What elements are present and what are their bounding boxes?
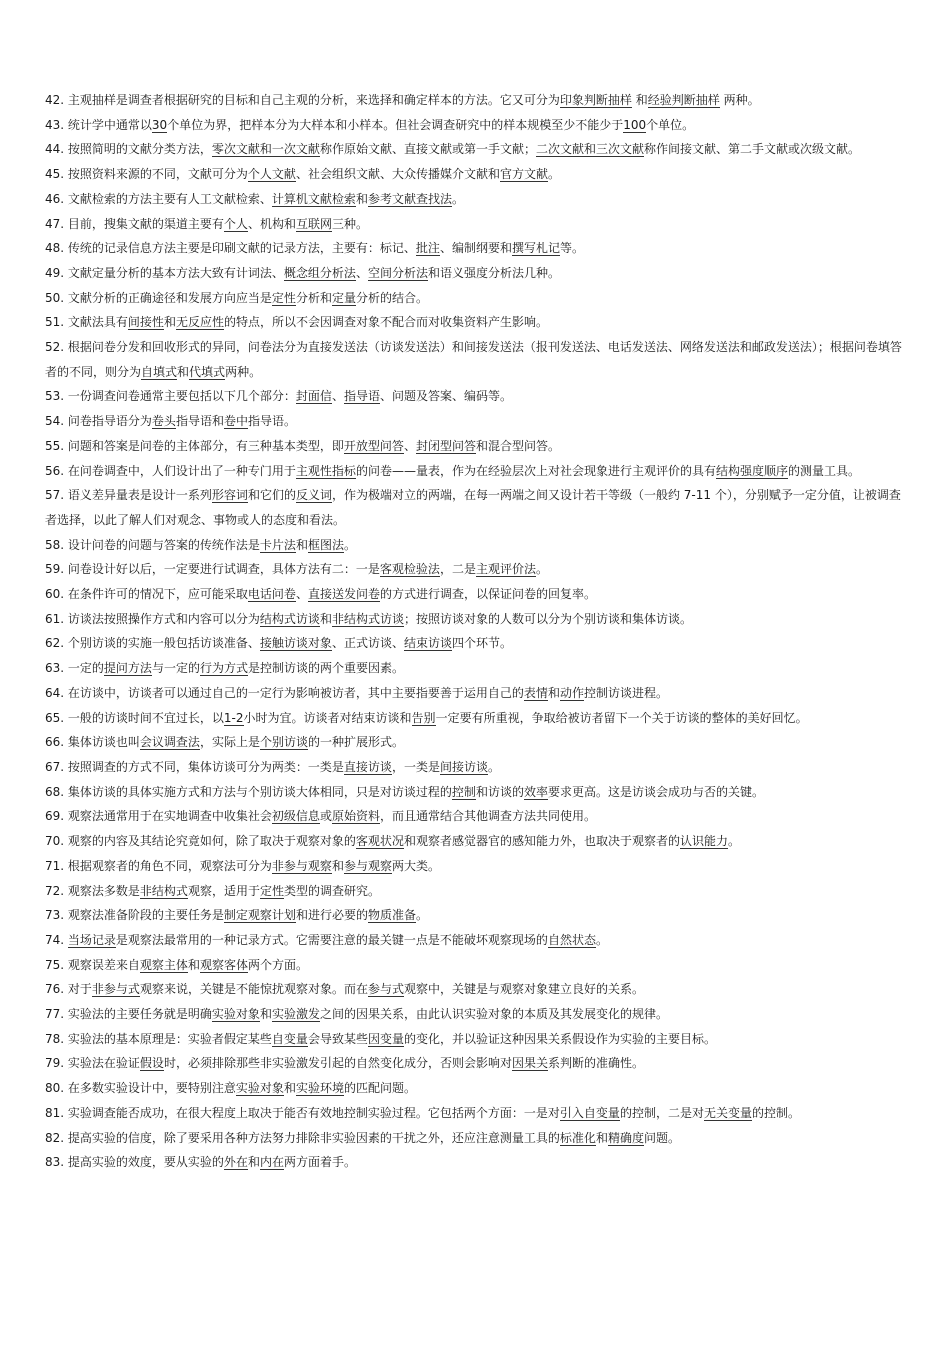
answer-blank: 控制 xyxy=(451,784,476,799)
question-text: 和 xyxy=(259,1007,272,1022)
question-text: 问题和答案是问卷的主体部分，有三种基本类型，即 xyxy=(67,438,344,453)
question-text: 统计学中通常以 xyxy=(67,117,152,132)
question-item xyxy=(45,854,907,879)
question-text: ，而且通常结合其他调查方法共同使用。 xyxy=(379,809,596,824)
answer-blank: 观察主体 xyxy=(139,957,188,972)
question-text: 与一定的 xyxy=(151,661,200,676)
answer-blank: 定性 xyxy=(271,290,296,305)
question-text: ，作为极端对立的两端，在每一两端之间又设计若干等级（一般约 7-11 个），分别赋予一定分值，让被调查者选择，以此了解人们对观念、事物或人的态度和看法。 xyxy=(45,488,901,527)
question-item xyxy=(45,1051,907,1076)
question-text: 传统的记录信息方法主要是印刷文献的记录方法，主要有：标记、 xyxy=(67,241,416,256)
answer-blank: 封闭型问答 xyxy=(415,438,476,453)
question-text: 目前，搜集文献的渠道主要有 xyxy=(67,216,224,231)
question-item xyxy=(45,212,907,237)
answer-blank: 1-2 xyxy=(223,710,244,725)
question-item xyxy=(45,755,907,780)
question-text: 和 xyxy=(187,957,200,972)
answer-blank: 因果关 xyxy=(511,1056,548,1071)
question-text: 四个环节。 xyxy=(451,636,512,651)
answer-blank: 制定观察计划 xyxy=(223,908,296,923)
question-text: 一定要有所重视，争取给被访者留下一个关于访谈的整体的美好回忆。 xyxy=(435,710,808,725)
question-item xyxy=(45,928,907,953)
question-text: 对于 xyxy=(67,982,92,997)
answer-blank: 零次文献和一次文献 xyxy=(211,142,320,157)
question-item xyxy=(45,706,907,731)
question-text: 三种。 xyxy=(331,216,368,231)
question-text: 。 xyxy=(535,562,548,577)
answer-blank: 互联网 xyxy=(295,216,332,231)
question-number: 52. xyxy=(45,340,68,355)
question-text: 分析和 xyxy=(295,290,332,305)
question-text: 时，必须排除那些非实验激发引起的自然变化成分，否则会影响对 xyxy=(163,1056,512,1071)
question-text: 一定的 xyxy=(67,661,104,676)
answer-blank: 行为方式 xyxy=(199,661,248,676)
question-text: 、机构和 xyxy=(247,216,296,231)
question-text: 和 xyxy=(177,364,190,379)
question-text: 。 xyxy=(415,908,428,923)
question-text: 在多数实验设计中，要特别注意 xyxy=(67,1081,236,1096)
question-text: 等。 xyxy=(559,241,584,256)
answer-blank: 概念组分析法 xyxy=(283,265,356,280)
answer-blank: 告别 xyxy=(411,710,436,725)
question-text: 会导致某些 xyxy=(307,1031,368,1046)
answer-blank: 标准化 xyxy=(559,1130,596,1145)
question-text: 和访谈的 xyxy=(475,784,524,799)
question-text: 观察的内容及其结论究竟如何，除了取决于观察对象的 xyxy=(67,834,356,849)
question-text: 按照简明的文献分类方法， xyxy=(67,142,212,157)
question-text: 和 xyxy=(631,93,648,107)
question-number: 80. xyxy=(45,1081,68,1096)
answer-blank: 直接送发问卷 xyxy=(307,587,380,602)
answer-blank: 非参与观察 xyxy=(271,858,332,873)
question-text: 观察中，关键是与观察对象建立良好的关系。 xyxy=(403,982,644,997)
answer-blank: 动作 xyxy=(559,685,584,700)
answer-blank: 自然状态 xyxy=(547,932,596,947)
answer-blank: 当场记录 xyxy=(67,932,116,947)
question-text: 两方面着手。 xyxy=(283,1155,356,1170)
question-item xyxy=(45,1126,907,1151)
answer-blank: 实验对象 xyxy=(211,1007,260,1022)
question-item xyxy=(45,656,907,681)
answer-blank: 卷头 xyxy=(151,414,176,429)
answer-blank: 印象判断抽样 xyxy=(559,93,632,107)
question-text: ，二是 xyxy=(439,562,476,577)
answer-blank: 指导语 xyxy=(343,389,380,404)
question-text: 问题。 xyxy=(643,1130,680,1145)
question-text: 和混合型问答。 xyxy=(475,438,560,453)
question-text: 和 xyxy=(547,685,560,700)
question-number: 81. xyxy=(45,1105,68,1120)
question-text: 在问卷调查中，人们设计出了一种专门用于 xyxy=(67,463,296,478)
question-number: 70. xyxy=(45,834,68,849)
question-number: 51. xyxy=(45,315,68,330)
question-text: 的控制，二是对 xyxy=(619,1105,704,1120)
question-number: 68. xyxy=(45,784,68,799)
question-item xyxy=(45,804,907,829)
question-text: 个单位为界，把样本分为大样本和小样本。但社会调查研究中的样本规模至少不能少于 xyxy=(167,117,624,132)
question-text: 、 xyxy=(403,438,416,453)
question-item xyxy=(45,1027,907,1052)
question-number: 44. xyxy=(45,142,68,157)
question-item xyxy=(45,829,907,854)
question-item xyxy=(45,236,907,261)
question-text: 、 xyxy=(331,389,344,404)
question-item xyxy=(45,1076,907,1101)
question-text: 或 xyxy=(319,809,332,824)
answer-blank: 表情 xyxy=(523,685,548,700)
question-text: 要求更高。这是访谈会成功与否的关键。 xyxy=(547,784,764,799)
question-item xyxy=(45,780,907,805)
answer-blank: 个别访谈 xyxy=(259,735,308,750)
answer-blank: 经验判断抽样 xyxy=(647,93,720,107)
question-item xyxy=(45,162,907,187)
question-text: 、问题及答案、编码等。 xyxy=(379,389,512,404)
answer-blank: 主观性指标 xyxy=(295,463,356,478)
question-text: 。 xyxy=(451,191,464,206)
question-item xyxy=(45,730,907,755)
question-text: 实验法的主要任务就是明确 xyxy=(67,1007,212,1022)
question-item xyxy=(45,335,907,384)
question-text: 类型的调查研究。 xyxy=(283,883,380,898)
answer-blank: 结束访谈 xyxy=(403,636,452,651)
answer-blank: 间接访谈 xyxy=(439,759,488,774)
question-text: 和它们的 xyxy=(247,488,296,503)
answer-blank: 会议调查法 xyxy=(139,735,200,750)
question-text: 。 xyxy=(595,932,608,947)
answer-blank: 30 xyxy=(151,117,168,132)
answer-blank: 结构强度 xyxy=(715,463,764,478)
question-number: 77. xyxy=(45,1007,68,1022)
question-text: 、编制纲要和 xyxy=(439,241,512,256)
answer-blank: 假设 xyxy=(139,1056,164,1071)
answer-blank: 效率 xyxy=(523,784,548,799)
answer-blank: 参与观察 xyxy=(343,858,392,873)
answer-blank: 客观检验法 xyxy=(379,562,440,577)
question-number: 67. xyxy=(45,759,68,774)
question-text: 称作原始文献、直接文献或第一手文献； xyxy=(319,142,536,157)
question-number: 71. xyxy=(45,858,68,873)
question-text: 根据问卷分发和回收形式的异同，问卷法分为直接发送法（访谈发送法）和间接发送法（报刊发送法、电话发送法、网络发送法和邮政发送法）；根据问卷填答者的不同，则分为 xyxy=(45,340,902,379)
question-text: 文献检索的方法主要有人工文献检索、 xyxy=(67,191,272,206)
question-text: 主观抽样是调查者根据研究的目标和自己主观的分析，来选择和确定样本的方法。它又可分为 xyxy=(67,93,560,107)
question-number: 53. xyxy=(45,389,68,404)
question-text: 和 xyxy=(319,611,332,626)
question-text: 和进行必要的 xyxy=(295,908,368,923)
answer-blank: 间接性 xyxy=(127,315,164,330)
question-number: 56. xyxy=(45,463,68,478)
answer-blank: 认识能力 xyxy=(679,834,728,849)
question-text: 的方式进行调查，以保证问卷的回复率。 xyxy=(379,587,596,602)
answer-blank: 外在 xyxy=(223,1155,248,1170)
question-number: 43. xyxy=(45,117,68,132)
answer-blank: 个人文献 xyxy=(247,167,296,182)
question-text: 是观察法最常用的一种记录方式。它需要注意的最关键一点是不能破坏观察现场的 xyxy=(115,932,548,947)
question-text: 按照调查的方式不同，集体访谈可分为两类：一类是 xyxy=(67,759,344,774)
question-text: 、 xyxy=(295,587,308,602)
answer-blank: 精确度 xyxy=(607,1130,644,1145)
answer-blank: 自变量 xyxy=(271,1031,308,1046)
question-text: 小时为宜。访谈者对结束访谈和 xyxy=(243,710,412,725)
question-text: 分析的结合。 xyxy=(355,290,428,305)
answer-blank: 反义词 xyxy=(295,488,332,503)
question-text: 称作间接文献、第二手文献或次级文献。 xyxy=(643,142,860,157)
question-item xyxy=(45,1101,907,1126)
question-number: 50. xyxy=(45,290,68,305)
question-text: 在访谈中，访谈者可以通过自己的一定行为影响被访者，其中主要指要善于运用自己的 xyxy=(67,685,524,700)
question-text: 指导语。 xyxy=(247,414,296,429)
answer-blank: 顺序 xyxy=(763,463,788,478)
answer-blank: 封面信 xyxy=(295,389,332,404)
question-number: 55. xyxy=(45,438,68,453)
answer-blank: 无反应性 xyxy=(175,315,224,330)
question-text: 一般的访谈时间不宜过长，以 xyxy=(67,710,224,725)
question-item xyxy=(45,137,907,162)
question-text: 个单位。 xyxy=(646,117,695,132)
question-text: 指导语和 xyxy=(175,414,224,429)
question-item xyxy=(45,483,907,532)
answer-blank: 框图法 xyxy=(307,537,344,552)
answer-blank: 批注 xyxy=(415,241,440,256)
answer-blank: 自填式 xyxy=(141,364,178,379)
question-text: 实验调查能否成功，在很大程度上取决于能否有效地控制实验过程。它包括两个方面：一是对 xyxy=(67,1105,560,1120)
question-text: 访谈法按照操作方式和内容可以分为 xyxy=(67,611,260,626)
question-text: 是控制访谈的两个重要因素。 xyxy=(247,661,404,676)
question-number: 49. xyxy=(45,265,68,280)
answer-blank: 定性 xyxy=(259,883,284,898)
answer-blank: 撰写札记 xyxy=(511,241,560,256)
answer-blank: 形容词 xyxy=(211,488,248,503)
question-number: 45. xyxy=(45,167,68,182)
question-item xyxy=(45,261,907,286)
answer-blank: 100 xyxy=(623,117,647,132)
question-text: 之间的因果关系，由此认识实验对象的本质及其发展变化的规律。 xyxy=(319,1007,668,1022)
question-text: 文献定量分析的基本方法大致有计词法、 xyxy=(67,265,284,280)
question-text: 的特点，所以不会因调查对象不配合而对收集资料产生影响。 xyxy=(223,315,548,330)
question-text: 和 xyxy=(355,191,368,206)
answer-blank: 观察客体 xyxy=(199,957,248,972)
question-number: 62. xyxy=(45,636,68,651)
question-text: 观察，适用于 xyxy=(187,883,260,898)
question-number: 82. xyxy=(45,1130,68,1145)
question-text: 和 xyxy=(595,1130,608,1145)
question-item xyxy=(45,533,907,558)
answer-blank: 空间分析法 xyxy=(367,265,428,280)
question-item xyxy=(45,113,907,138)
question-number: 79. xyxy=(45,1056,68,1071)
question-item xyxy=(45,1002,907,1027)
answer-blank: 物质准备 xyxy=(367,908,416,923)
question-number: 65. xyxy=(45,710,68,725)
question-number: 57. xyxy=(45,488,68,503)
question-item xyxy=(45,607,907,632)
question-text: 两种。 xyxy=(225,364,262,379)
answer-blank: 提问方法 xyxy=(103,661,152,676)
question-text: 文献分析的正确途径和发展方向应当是 xyxy=(67,290,272,305)
question-number: 63. xyxy=(45,661,68,676)
question-item xyxy=(45,977,907,1002)
question-text: 和 xyxy=(247,1155,260,1170)
question-text: 提高实验的效度，要从实验的 xyxy=(67,1155,224,1170)
question-text: 观察法多数是 xyxy=(67,883,140,898)
question-item xyxy=(45,1150,907,1175)
question-text: 设计问卷的问题与答案的传统作法是 xyxy=(67,537,260,552)
answer-blank: 非参与式 xyxy=(91,982,140,997)
question-number: 73. xyxy=(45,908,68,923)
answer-blank: 二次文献和三次文献 xyxy=(535,142,644,157)
question-text: 的测量工具。 xyxy=(787,463,860,478)
question-text: 观察法通常用于在实地调查中收集社会 xyxy=(67,809,272,824)
question-text: 。 xyxy=(547,167,560,182)
answer-blank: 内在 xyxy=(259,1155,284,1170)
question-number: 59. xyxy=(45,562,68,577)
answer-blank: 非结构式访谈 xyxy=(331,611,404,626)
question-item xyxy=(45,582,907,607)
question-text: 。 xyxy=(727,834,740,849)
question-text: 集体访谈的具体实施方式和方法与个别访谈大体相同，只是对访谈过程的 xyxy=(67,784,452,799)
question-text: 的控制。 xyxy=(751,1105,800,1120)
question-item xyxy=(45,879,907,904)
answer-blank: 计算机文献检索 xyxy=(271,191,356,206)
question-number: 76. xyxy=(45,982,68,997)
question-text: 两个方面。 xyxy=(247,957,308,972)
answer-blank: 参考文献查找法 xyxy=(367,191,452,206)
question-number: 48. xyxy=(45,241,68,256)
question-number: 74. xyxy=(45,932,68,947)
question-number: 46. xyxy=(45,191,68,206)
question-text: 和观察者感觉器官的感知能力外，也取决于观察者的 xyxy=(403,834,680,849)
answer-blank: 结构式访谈 xyxy=(259,611,320,626)
answer-blank: 参与式 xyxy=(367,982,404,997)
question-number: 64. xyxy=(45,685,68,700)
answer-blank: 卡片法 xyxy=(259,537,296,552)
question-item xyxy=(45,953,907,978)
answer-blank: 接触访谈对象 xyxy=(259,636,332,651)
question-item xyxy=(45,286,907,311)
question-item xyxy=(45,903,907,928)
question-text: 和 xyxy=(163,315,176,330)
question-text: 文献法具有 xyxy=(67,315,128,330)
question-item xyxy=(45,459,907,484)
question-item xyxy=(45,384,907,409)
question-text: 系判断的准确性。 xyxy=(547,1056,644,1071)
question-list xyxy=(45,88,907,1175)
answer-blank: 非结构式 xyxy=(139,883,188,898)
answer-blank: 实验对象 xyxy=(235,1081,284,1096)
question-text: 、 xyxy=(355,265,368,280)
question-number: 72. xyxy=(45,883,68,898)
question-text: 的问卷——量表，作为在经验层次上对社会现象进行主观评价的具有 xyxy=(355,463,716,478)
question-text: 的变化，并以验证这种因果关系假设作为实验的主要目标。 xyxy=(403,1031,716,1046)
answer-blank: 原始资料 xyxy=(331,809,380,824)
answer-blank: 初级信息 xyxy=(271,809,320,824)
question-number: 61. xyxy=(45,611,68,626)
question-text: 。 xyxy=(343,537,356,552)
question-item xyxy=(45,681,907,706)
question-text: 和 xyxy=(331,858,344,873)
answer-blank: 实验环境 xyxy=(295,1081,344,1096)
answer-blank: 代填式 xyxy=(189,364,226,379)
question-text: ，实际上是 xyxy=(199,735,260,750)
question-number: 69. xyxy=(45,809,68,824)
question-text: 观察误差来自 xyxy=(67,957,140,972)
question-number: 47. xyxy=(45,216,68,231)
question-text: 一份调查问卷通常主要包括以下几个部分： xyxy=(67,389,296,404)
question-text: 观察来说，关键是不能惊扰观察对象。而在 xyxy=(139,982,368,997)
question-number: 60. xyxy=(45,587,68,602)
question-text: 实验法的基本原理是：实验者假定某些 xyxy=(67,1031,272,1046)
answer-blank: 引入自变量 xyxy=(559,1105,620,1120)
question-item xyxy=(45,557,907,582)
question-item xyxy=(45,631,907,656)
answer-blank: 实验激发 xyxy=(271,1007,320,1022)
question-text: 按照资料来源的不同，文献可分为 xyxy=(67,167,248,182)
question-text: 根据观察者的角色不同，观察法可分为 xyxy=(67,858,272,873)
question-number: 58. xyxy=(45,537,68,552)
question-text: ；按照访谈对象的人数可以分为个别访谈和集体访谈。 xyxy=(403,611,692,626)
question-text: 和 xyxy=(295,537,308,552)
answer-blank: 因变量 xyxy=(367,1031,404,1046)
answer-blank: 个人 xyxy=(223,216,248,231)
question-text: 语义差异量表是设计一系列 xyxy=(67,488,212,503)
question-text: 问卷指导语分为 xyxy=(67,414,152,429)
question-text: 、正式访谈、 xyxy=(331,636,404,651)
answer-blank: 卷中 xyxy=(223,414,248,429)
answer-blank: 直接访谈 xyxy=(343,759,392,774)
question-text: 问卷设计好以后，一定要进行试调查，具体方法有二：一是 xyxy=(67,562,380,577)
answer-blank: 开放型问答 xyxy=(343,438,404,453)
question-text: 两种。 xyxy=(719,93,760,107)
question-text: 和 xyxy=(283,1081,296,1096)
question-item xyxy=(45,409,907,434)
question-text: ，一类是 xyxy=(391,759,440,774)
question-number: 83. xyxy=(45,1155,68,1170)
question-text: 实验法在验证 xyxy=(67,1056,140,1071)
question-text: 的一种扩展形式。 xyxy=(307,735,404,750)
question-text: 。 xyxy=(487,759,500,774)
question-text: 控制访谈进程。 xyxy=(583,685,668,700)
question-number: 78. xyxy=(45,1031,68,1046)
question-text: 在条件许可的情况下，应可能采取 xyxy=(67,587,248,602)
question-text: 和语义强度分析法几种。 xyxy=(427,265,560,280)
question-item xyxy=(45,434,907,459)
question-text: 的匹配问题。 xyxy=(343,1081,416,1096)
answer-blank: 无关变量 xyxy=(703,1105,752,1120)
question-item xyxy=(45,88,907,113)
question-item xyxy=(45,310,907,335)
question-text: 、社会组织文献、大众传播媒介文献和 xyxy=(295,167,500,182)
answer-blank: 主观评价法 xyxy=(475,562,536,577)
question-text: 个别访谈的实施一般包括访谈准备、 xyxy=(67,636,260,651)
question-number: 75. xyxy=(45,957,68,972)
question-text: 两大类。 xyxy=(391,858,440,873)
question-text: 提高实验的信度，除了要采用各种方法努力排除非实验因素的干扰之外，还应注意测量工具的 xyxy=(67,1130,560,1145)
question-number: 54. xyxy=(45,414,68,429)
question-number: 66. xyxy=(45,735,68,750)
answer-blank: 定量 xyxy=(331,290,356,305)
question-text: 观察法准备阶段的主要任务是 xyxy=(67,908,224,923)
question-number: 42. xyxy=(45,93,68,107)
answer-blank: 官方文献 xyxy=(499,167,548,182)
answer-blank: 电话问卷 xyxy=(247,587,296,602)
question-item xyxy=(45,187,907,212)
question-text: 集体访谈也叫 xyxy=(67,735,140,750)
answer-blank: 客观状况 xyxy=(355,834,404,849)
